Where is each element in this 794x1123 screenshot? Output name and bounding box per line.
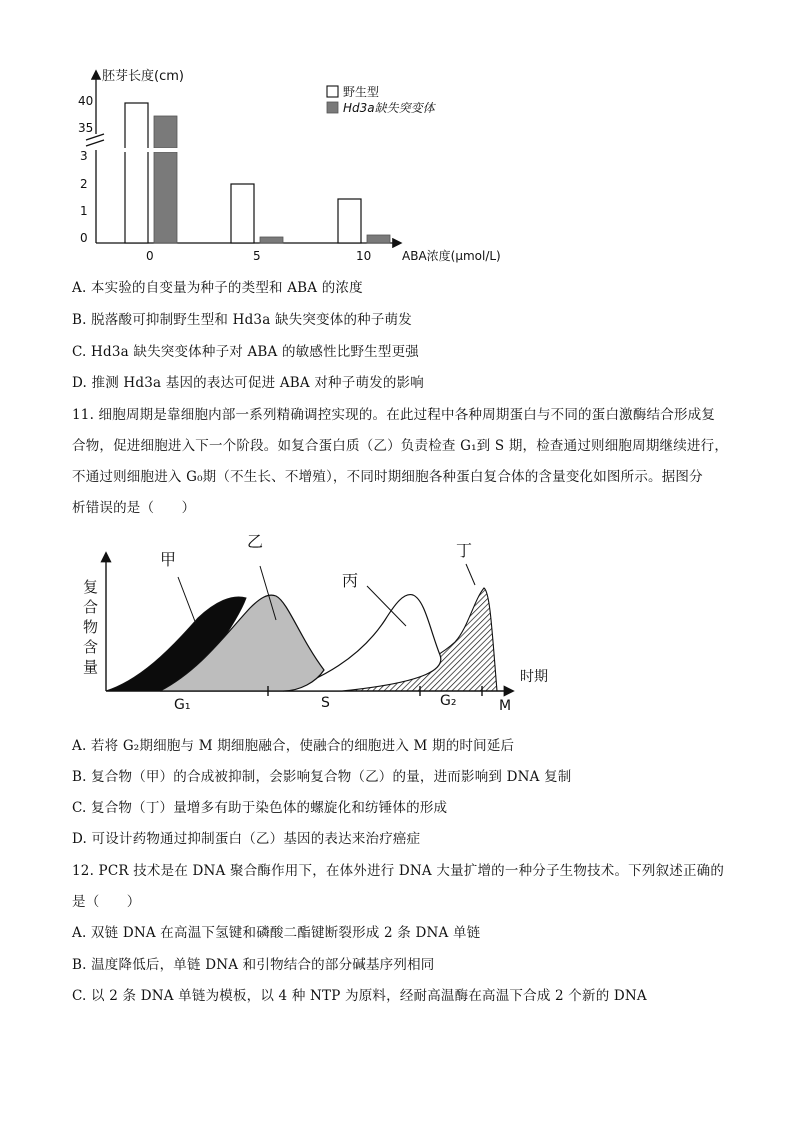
q12-option-c: C. 以 2 条 DNA 单链为模板，以 4 种 NTP 为原料，经耐高温酶在高温下合成 2 个新的 DNA bbox=[72, 988, 647, 1004]
q10-option-d: D. 推测 Hd3a 基因的表达可促进 ABA 对种子萌发的影响 bbox=[72, 375, 424, 391]
y-axis-label: 胚芽长度(cm) bbox=[102, 69, 184, 84]
x-axis-label: 时期 bbox=[520, 669, 548, 685]
legend-label-wildtype: 野生型 bbox=[343, 85, 380, 99]
phase-label-m: M bbox=[499, 698, 512, 714]
y-axis-label-char: 复 bbox=[83, 578, 99, 596]
y-tick-label: 2 bbox=[80, 177, 88, 191]
axis-break-mark bbox=[86, 140, 104, 146]
bar-mutant-aba0-upper bbox=[154, 116, 177, 148]
q12-option-b: B. 温度降低后，单链 DNA 和引物结合的部分碱基序列相同 bbox=[72, 957, 435, 973]
q12-stem-line: 是（ ） bbox=[72, 894, 141, 910]
q11-stem-line: 不通过则细胞进入 G₀期（不生长、不增殖），不同时期细胞各种蛋白复合体的含量变化如图所示。据图分 bbox=[72, 469, 703, 485]
legend-swatch-wildtype bbox=[327, 86, 338, 97]
label-bing: 丙 bbox=[342, 571, 359, 590]
q11-stem-line: 11. 细胞周期是靠细胞内部一系列精确调控实现的。在此过程中各种周期蛋白与不同的蛋白激酶结合形成复 bbox=[72, 407, 716, 423]
phase-label-g1: G₁ bbox=[174, 697, 191, 713]
q11-stem-line: 合物，促进细胞进入下一个阶段。如复合蛋白质（乙）负责检查 G₁到 S 期，检查通过则细胞周期继续进行， bbox=[72, 438, 729, 454]
pointer-jia bbox=[178, 577, 196, 624]
x-tick-label: 10 bbox=[356, 249, 372, 263]
legend-label-mutant: Hd3a缺失突变体 bbox=[343, 101, 435, 115]
bar-wildtype-aba5 bbox=[231, 184, 254, 243]
q12-option-a: A. 双链 DNA 在高温下氢键和磷酸二酯键断裂形成 2 条 DNA 单链 bbox=[72, 925, 481, 941]
bar-mutant-aba5 bbox=[260, 237, 283, 243]
x-axis-label: ABA浓度(μmol/L) bbox=[402, 249, 501, 263]
y-axis-label-char: 含 bbox=[83, 638, 99, 656]
phase-label-g2: G₂ bbox=[440, 693, 457, 709]
bar-mutant-aba0-lower bbox=[154, 152, 177, 243]
cell-cycle-complex-chart bbox=[0, 520, 794, 720]
q10-option-b: B. 脱落酸可抑制野生型和 Hd3a 缺失突变体的种子萌发 bbox=[72, 312, 412, 328]
y-axis-label-char: 合 bbox=[83, 598, 99, 616]
y-tick-label: 1 bbox=[80, 204, 88, 218]
q10-option-a: A. 本实验的自变量为种子的类型和 ABA 的浓度 bbox=[72, 280, 363, 296]
y-axis-label-char: 量 bbox=[83, 658, 99, 676]
y-tick-label: 35 bbox=[78, 121, 94, 135]
q11-stem-line: 析错误的是（ ） bbox=[72, 500, 196, 516]
bar-mutant-aba10 bbox=[367, 235, 390, 243]
y-tick-label: 0 bbox=[80, 231, 88, 245]
q12-stem-line: 12. PCR 技术是在 DNA 聚合酶作用下，在体外进行 DNA 大量扩增的一种分子生物技术。下列叙述正确的 bbox=[72, 863, 725, 879]
bar-wildtype-aba0 bbox=[125, 103, 148, 243]
aba-bar-chart bbox=[0, 0, 794, 270]
q11-option-a: A. 若将 G₂期细胞与 M 期细胞融合，使融合的细胞进入 M 期的时间延后 bbox=[72, 738, 515, 754]
x-tick-label: 5 bbox=[253, 249, 261, 263]
q11-option-b: B. 复合物（甲）的合成被抑制，会影响复合物（乙）的量，进而影响到 DNA 复制 bbox=[72, 769, 572, 785]
bar-wildtype-aba10 bbox=[338, 199, 361, 243]
y-tick-label: 3 bbox=[80, 149, 88, 163]
q10-option-c: C. Hd3a 缺失突变体种子对 ABA 的敏感性比野生型更强 bbox=[72, 344, 419, 360]
label-ding: 丁 bbox=[456, 541, 473, 560]
label-jia: 甲 bbox=[160, 550, 177, 569]
legend-swatch-mutant bbox=[327, 102, 338, 113]
q11-option-d: D. 可设计药物通过抑制蛋白（乙）基因的表达来治疗癌症 bbox=[72, 831, 421, 847]
y-axis-label-char: 物 bbox=[83, 618, 99, 636]
label-yi: 乙 bbox=[247, 532, 264, 551]
y-tick-label: 40 bbox=[78, 94, 94, 108]
x-tick-label: 0 bbox=[146, 249, 154, 263]
q11-option-c: C. 复合物（丁）量增多有助于染色体的螺旋化和纺锤体的形成 bbox=[72, 800, 448, 816]
phase-label-s: S bbox=[321, 695, 330, 711]
bar-break-gap bbox=[118, 148, 182, 152]
pointer-ding bbox=[466, 564, 475, 585]
